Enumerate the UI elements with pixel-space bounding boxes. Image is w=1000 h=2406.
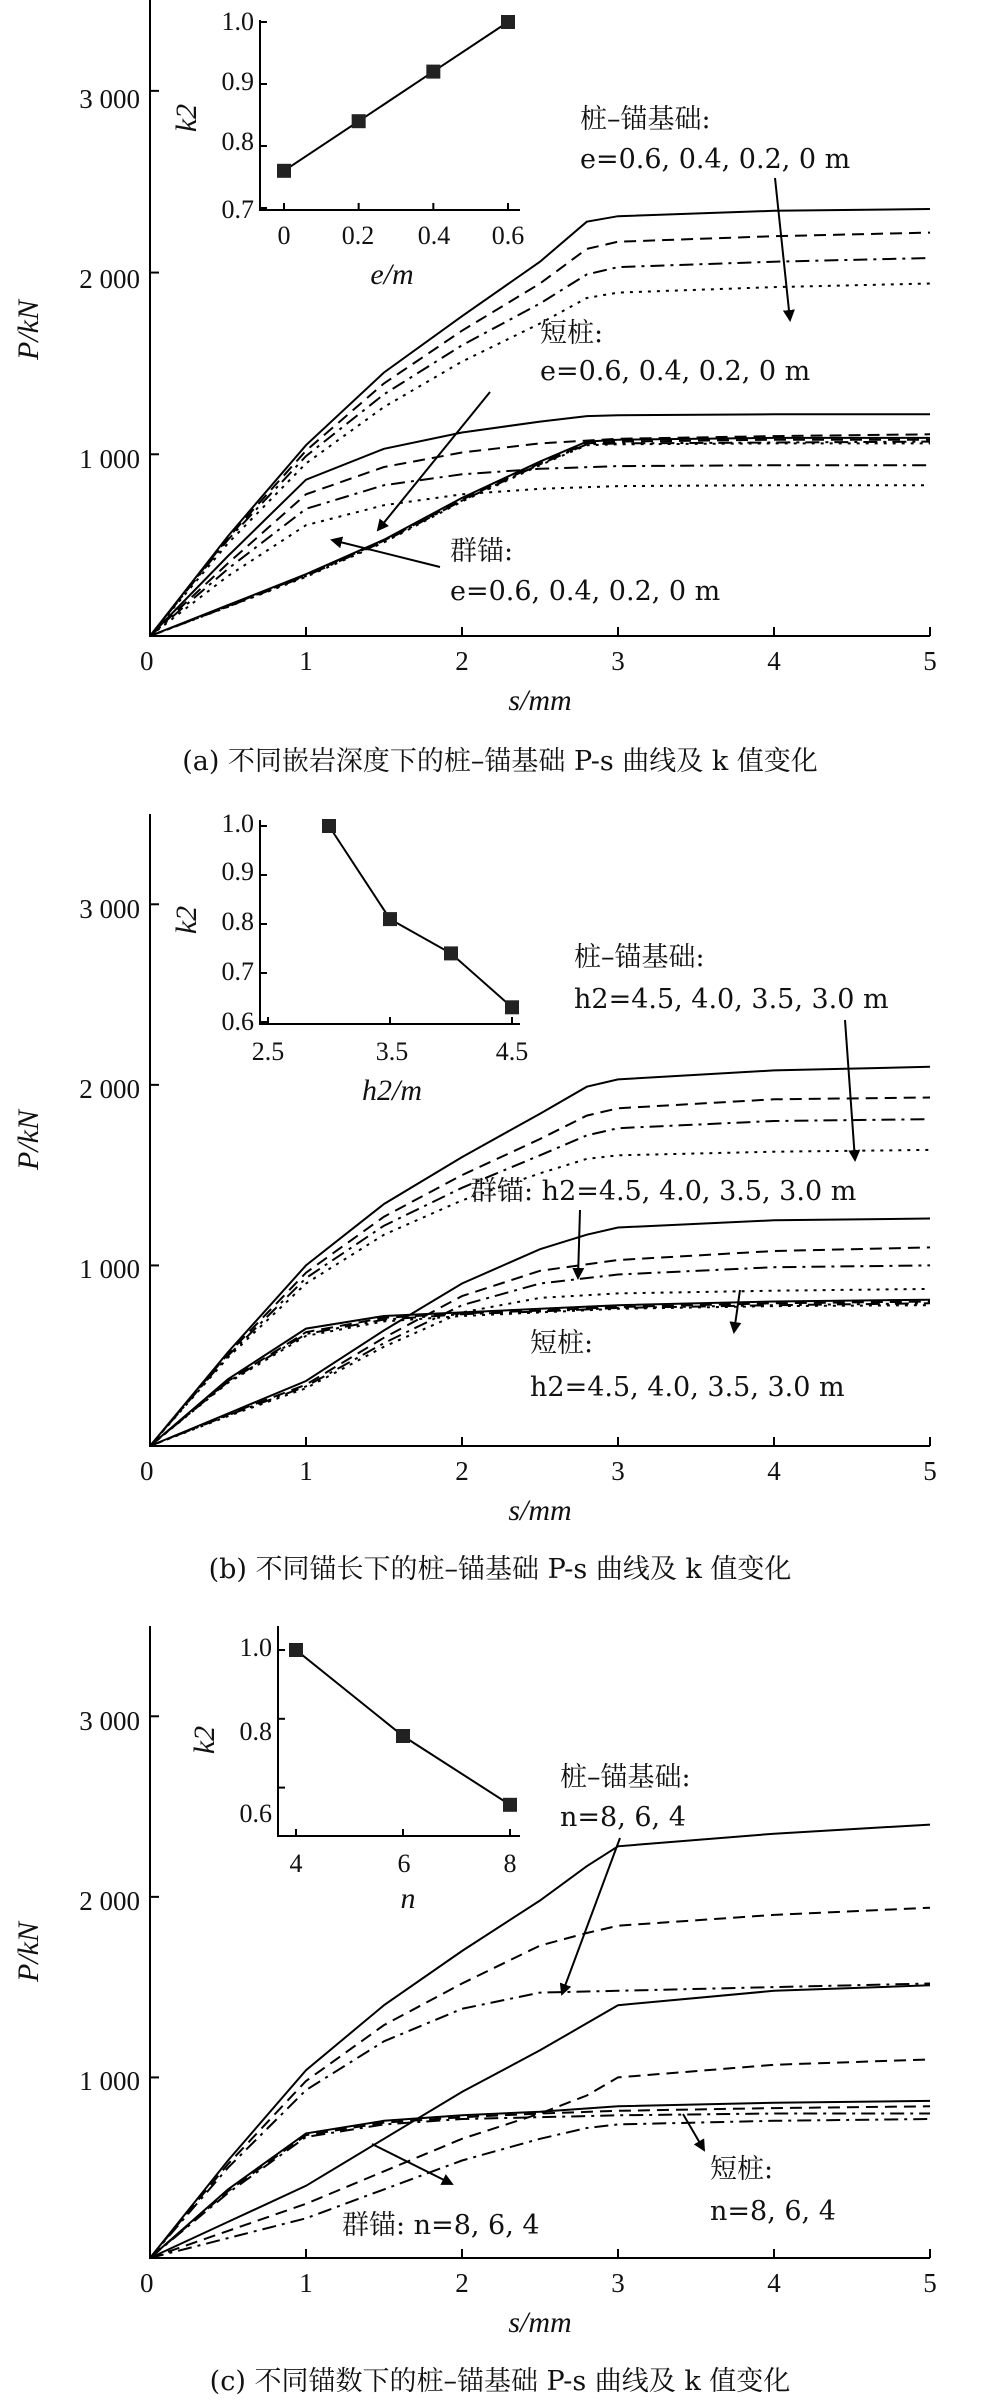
panel-b-ytick-1000: 1 000 bbox=[79, 1254, 140, 1284]
panel-c-inset-ytick-0.8: 0.8 bbox=[239, 1717, 272, 1746]
panel-b-ylabel: P/kN bbox=[12, 1110, 45, 1170]
panel-b-inset-xtick-3.5: 3.5 bbox=[375, 1037, 409, 1066]
panel-b-inset-ylabel: k2 bbox=[170, 905, 203, 935]
panel-a-ylabel: P/kN bbox=[12, 300, 45, 360]
panel-b-inset-xtick-4.5: 4.5 bbox=[495, 1037, 529, 1066]
panel-a-ytick-3000: 3 000 bbox=[79, 84, 140, 114]
panel-c-xtick-5: 5 bbox=[923, 2268, 937, 2298]
panel-a-arrow-short-pile bbox=[378, 392, 490, 530]
panel-c-ytick-1000: 1 000 bbox=[79, 2066, 140, 2096]
panel-a-inset-line bbox=[284, 22, 508, 171]
panel-a-arrow-group-anchor bbox=[332, 540, 440, 567]
panel-a-inset-xtick-0: 0 bbox=[277, 221, 291, 250]
panel-b-arrow-pile-anchor bbox=[845, 1020, 855, 1160]
panel-a-inset-marker bbox=[277, 164, 291, 178]
panel-c-inset-ticks bbox=[278, 1650, 510, 1836]
panel-b-inset bbox=[170, 809, 528, 1107]
panel-c-xlabel: s/mm bbox=[508, 2306, 572, 2339]
panel-c-inset-ytick-1: 1.0 bbox=[239, 1633, 272, 1662]
panel-a-inset-xtick-0.2: 0.2 bbox=[341, 221, 375, 250]
panel-b-inset-marker bbox=[444, 946, 458, 960]
panel-b-ann-pile-anchor-values: h2=4.5, 4.0, 3.5, 3.0 m bbox=[574, 984, 889, 1015]
panel-a-xtick-4: 4 bbox=[767, 646, 781, 676]
panel-a-inset-ticks bbox=[260, 22, 508, 210]
panel-a-inset-ytick-0.7: 0.7 bbox=[221, 195, 254, 224]
panel-c-inset-series bbox=[289, 1643, 517, 1812]
panel-b-ytick-3000: 3 000 bbox=[79, 894, 140, 924]
panel-c-xtick-3: 3 bbox=[611, 2268, 625, 2298]
panel-c-inset-xtick-6: 6 bbox=[397, 1849, 411, 1878]
panel-a-inset-ytick-1: 1.0 bbox=[221, 7, 254, 36]
panel-b-inset-ytick-0.7: 0.7 bbox=[221, 957, 254, 986]
panel-a-xtick-2: 2 bbox=[455, 646, 469, 676]
panel-c bbox=[12, 1626, 937, 2397]
panel-a-inset-ylabel: k2 bbox=[170, 103, 203, 133]
panel-a-xlabel: s/mm bbox=[508, 684, 572, 717]
panel-a-ytick-2000: 2 000 bbox=[79, 264, 140, 294]
panel-b-xlabel: s/mm bbox=[508, 1494, 572, 1527]
panel-b-inset-marker bbox=[383, 912, 397, 926]
panel-a-ann-short-pile-values: e=0.6, 0.4, 0.2, 0 m bbox=[540, 356, 811, 387]
panel-b-inset-ytick-1: 1.0 bbox=[221, 809, 254, 838]
panel-c-ann-group-anchor: 群锚: n=8, 6, 4 bbox=[342, 2210, 540, 2241]
panel-b-inset-xtick-2.5: 2.5 bbox=[251, 1037, 285, 1066]
panel-c-ann-short-pile-title: 短桩: bbox=[710, 2154, 774, 2185]
panel-c-xtick-4: 4 bbox=[767, 2268, 781, 2298]
panel-c-inset bbox=[188, 1626, 520, 1915]
panel-a-caption: (a) 不同嵌岩深度下的桩–锚基础 P-s 曲线及 k 值变化 bbox=[182, 746, 818, 777]
panel-a-ytick-1000: 1 000 bbox=[79, 444, 140, 474]
panel-c-curves bbox=[150, 1825, 930, 2258]
panel-b-inset-series bbox=[322, 819, 519, 1014]
panel-c-ann-pile-anchor-values: n=8, 6, 4 bbox=[560, 1802, 686, 1833]
panel-b-arrow-group-anchor bbox=[578, 1210, 580, 1278]
panel-c-ann-short-pile-values: n=8, 6, 4 bbox=[710, 2196, 836, 2227]
panel-b-inset-line bbox=[329, 826, 512, 1007]
panel-c-xtick-0: 0 bbox=[140, 2268, 154, 2298]
panel-c-ann-pile-anchor-title: 桩–锚基础: bbox=[560, 1762, 691, 1793]
panel-b-ann-short-pile-values: h2=4.5, 4.0, 3.5, 3.0 m bbox=[530, 1372, 845, 1403]
panel-c-arrow-pile-anchor bbox=[562, 1838, 620, 1994]
panel-a-inset-marker bbox=[501, 15, 515, 29]
panel-b bbox=[12, 809, 937, 1585]
panel-c-ytick-2000: 2 000 bbox=[79, 1886, 140, 1916]
panel-b-inset-xlabel: h2/m bbox=[362, 1074, 422, 1107]
panel-a-inset-marker bbox=[352, 114, 366, 128]
panel-c-inset-xlabel: n bbox=[400, 1882, 416, 1915]
panel-b-xtick-3: 3 bbox=[611, 1456, 625, 1486]
panel-c-inset-line bbox=[296, 1650, 510, 1805]
panel-a-xtick-0: 0 bbox=[140, 646, 154, 676]
panel-b-inset-ytick-0.9: 0.9 bbox=[221, 857, 254, 886]
panel-c-inset-marker bbox=[396, 1729, 410, 1743]
panel-b-xtick-2: 2 bbox=[455, 1456, 469, 1486]
panel-b-inset-marker bbox=[505, 1000, 519, 1014]
panel-a-ann-group-anchor-title: 群锚: bbox=[450, 536, 514, 567]
panel-a-inset bbox=[170, 7, 524, 291]
panel-c-series-5 bbox=[150, 2119, 930, 2258]
panel-b-inset-marker bbox=[322, 819, 336, 833]
panel-c-arrow-short-pile bbox=[683, 2114, 704, 2150]
panel-b-ann-pile-anchor-title: 桩–锚基础: bbox=[574, 942, 705, 973]
panel-b-inset-ytick-0.8: 0.8 bbox=[221, 907, 254, 936]
panel-c-inset-xtick-4: 4 bbox=[289, 1849, 303, 1878]
panel-a-ann-pile-anchor-title: 桩–锚基础: bbox=[580, 104, 711, 135]
panel-c-xtick-2: 2 bbox=[455, 2268, 469, 2298]
panel-a-xtick-1: 1 bbox=[299, 646, 313, 676]
panel-b-xtick-5: 5 bbox=[923, 1456, 937, 1486]
panel-b-inset-ytick-0.6: 0.6 bbox=[221, 1007, 254, 1036]
panel-a bbox=[12, 0, 937, 777]
panel-c-caption: (c) 不同锚数下的桩–锚基础 P-s 曲线及 k 值变化 bbox=[209, 2366, 791, 2397]
panel-a-inset-ytick-0.9: 0.9 bbox=[221, 67, 254, 96]
panel-b-xtick-0: 0 bbox=[140, 1456, 154, 1486]
panel-c-inset-marker bbox=[503, 1798, 517, 1812]
panel-c-series-0 bbox=[150, 1825, 930, 2258]
panel-b-ann-group-anchor: 群锚: h2=4.5, 4.0, 3.5, 3.0 m bbox=[470, 1176, 857, 1207]
panel-a-curves bbox=[150, 209, 930, 636]
panel-a-xtick-3: 3 bbox=[611, 646, 625, 676]
panel-b-ytick-2000: 2 000 bbox=[79, 1074, 140, 1104]
panel-a-ann-group-anchor-values: e=0.6, 0.4, 0.2, 0 m bbox=[450, 576, 721, 607]
panel-a-xtick-5: 5 bbox=[923, 646, 937, 676]
panel-b-xtick-1: 1 bbox=[299, 1456, 313, 1486]
panel-c-inset-ylabel: k2 bbox=[188, 1725, 221, 1755]
panel-c-series-6 bbox=[150, 2101, 930, 2258]
panel-c-inset-xtick-8: 8 bbox=[503, 1849, 517, 1878]
panel-c-ylabel: P/kN bbox=[12, 1922, 45, 1982]
panel-a-ann-short-pile-title: 短桩: bbox=[540, 318, 604, 349]
panel-c-ytick-3000: 3 000 bbox=[79, 1706, 140, 1736]
panel-b-xtick-4: 4 bbox=[767, 1456, 781, 1486]
panel-a-inset-marker bbox=[426, 65, 440, 79]
panel-b-arrow-short-pile bbox=[734, 1290, 740, 1332]
panel-c-inset-ytick-0.6: 0.6 bbox=[239, 1799, 272, 1828]
panel-c-series-8 bbox=[150, 2114, 930, 2259]
panel-a-inset-series bbox=[277, 15, 515, 178]
panel-a-arrow-pile-anchor bbox=[775, 178, 790, 320]
panel-a-inset-xtick-0.6: 0.6 bbox=[491, 221, 525, 250]
panel-c-xtick-1: 1 bbox=[299, 2268, 313, 2298]
panel-c-inset-marker bbox=[289, 1643, 303, 1657]
panel-a-ann-pile-anchor-values: e=0.6, 0.4, 0.2, 0 m bbox=[580, 144, 851, 175]
panel-a-series-7 bbox=[150, 485, 930, 636]
panel-b-caption: (b) 不同锚长下的桩–锚基础 P-s 曲线及 k 值变化 bbox=[208, 1554, 792, 1585]
panel-a-inset-axes bbox=[260, 20, 520, 210]
panel-b-ann-short-pile-title: 短桩: bbox=[530, 1328, 594, 1359]
panel-a-inset-xtick-0.4: 0.4 bbox=[417, 221, 451, 250]
panel-a-inset-xlabel: e/m bbox=[370, 258, 414, 291]
panel-a-inset-ytick-0.8: 0.8 bbox=[221, 127, 254, 156]
